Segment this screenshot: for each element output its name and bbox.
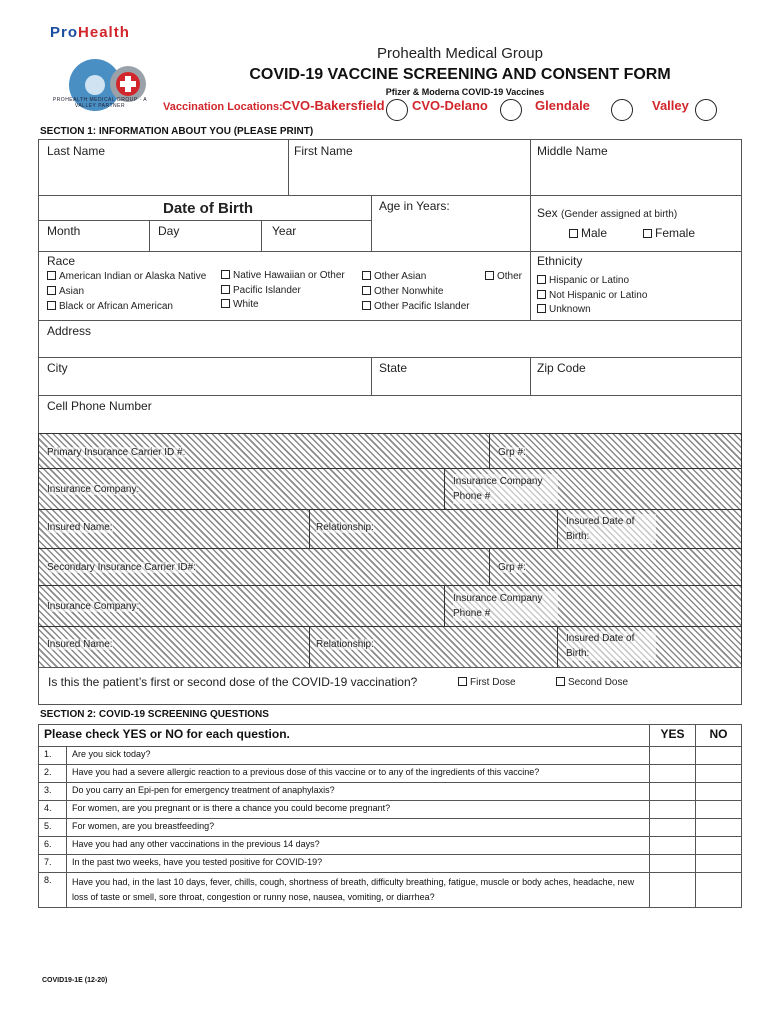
secondary-relationship-field[interactable]: Relationship: [309,626,558,668]
race-option[interactable]: Other [485,271,522,282]
yes-cell[interactable] [650,801,696,819]
primary-insured-dob-field[interactable]: Insured Date of Birth: [557,509,742,549]
organization-name: Prohealth Medical Group [377,45,543,62]
checkbox[interactable] [569,229,578,238]
race-option[interactable]: White [221,299,259,310]
ethnicity-option[interactable]: Unknown [537,304,591,315]
no-cell[interactable] [696,747,742,765]
locations-label: Vaccination Locations: [163,101,283,113]
no-cell[interactable] [696,765,742,783]
ethnicity-option[interactable]: Not Hispanic or Latino [537,290,647,301]
race-field: Race American Indian or Alaska Native Asian Black or African American Native Hawaiian or Other Pacific Islander White Other Asian Other Nonwhite Other Pacific Islander Other [38,251,531,321]
ethnicity-field: Ethnicity Hispanic or Latino Not Hispanic or Latino Unknown [530,251,742,321]
age-field[interactable]: Age in Years: [371,195,531,252]
no-cell[interactable] [696,837,742,855]
table-row: 6. Have you had any other vaccinations in the previous 14 days? [39,837,742,855]
section1-title: SECTION 1: INFORMATION ABOUT YOU (PLEASE PRINT) [40,126,314,137]
primary-carrier-id-field[interactable]: Primary Insurance Carrier ID #: [38,433,490,469]
city-field[interactable]: City [38,357,372,396]
first-dose-option[interactable]: First Dose [458,677,516,688]
yes-cell[interactable] [650,873,696,908]
yes-cell[interactable] [650,837,696,855]
race-option[interactable]: Other Pacific Islander [362,301,470,312]
logo-subtext: PROHEALTH MEDICAL GROUP · A VALLEY PARTNER [52,97,148,109]
no-cell[interactable] [696,819,742,837]
second-dose-option[interactable]: Second Dose [556,677,628,688]
race-option[interactable]: American Indian or Alaska Native [47,271,206,282]
no-cell[interactable] [696,801,742,819]
race-option[interactable]: Native Hawaiian or Other [221,270,345,281]
form-code: COVID19-1E (12-20) [42,977,108,984]
sex-female-option[interactable]: Female [643,226,695,240]
location-label-delano: CVO-Delano [412,98,488,113]
primary-company-phone-field[interactable]: Insurance Company Phone # [444,468,742,510]
dob-title: Date of Birth [163,200,253,217]
ethnicity-option[interactable]: Hispanic or Latino [537,275,629,286]
table-row: 4. For women, are you pregnant or is there a chance you could become pregnant? [39,801,742,819]
secondary-company-phone-field[interactable]: Insurance Company Phone # [444,585,742,627]
middle-name-field[interactable]: Middle Name [530,139,742,196]
yes-cell[interactable] [650,765,696,783]
table-row: 8. Have you had, in the last 10 days, fever, chills, cough, shortness of breath, difficulty breathing, fatigue, muscle or body aches, headache, new loss of taste or smell, sore throat, congestion or runny nose, nausea, vomiting, or diarrhea? [39,873,742,908]
screening-questions-table [38,724,742,908]
secondary-carrier-id-field[interactable]: Secondary Insurance Carrier ID#: [38,548,490,586]
form-subtitle: Pfizer & Moderna COVID-19 Vaccines [385,87,545,97]
primary-relationship-field[interactable]: Relationship: [309,509,558,549]
secondary-insured-dob-field[interactable]: Insured Date of Birth: [557,626,742,668]
location-radio-glendale[interactable] [611,99,633,121]
dob-year-field[interactable]: Year [261,220,372,252]
yes-cell[interactable] [650,855,696,873]
location-label-bakersfield: CVO-Bakersfield [282,98,385,113]
logo-wordmark: ProHealth [50,24,130,41]
no-header: NO [696,725,742,747]
primary-company-field[interactable]: Insurance Company: [38,468,445,510]
race-option[interactable]: Other Asian [362,271,426,282]
table-row: 7. In the past two weeks, have you tested positive for COVID-19? [39,855,742,873]
location-label-valley: Valley [652,98,689,113]
dob-day-field[interactable]: Day [149,220,262,252]
table-row: 3. Do you carry an Epi-pen for emergency treatment of anaphylaxis? [39,783,742,801]
dose-question-row [38,667,742,705]
location-label-glendale: Glendale [535,98,590,113]
dose-question: Is this the patient’s first or second dose of the COVID-19 vaccination? [48,675,418,689]
location-radio-bakersfield[interactable] [386,99,408,121]
first-name-field[interactable]: First Name [288,139,531,196]
table-row: 1. Are you sick today? [39,747,742,765]
form-title: COVID-19 VACCINE SCREENING AND CONSENT FORM [249,66,671,83]
primary-grp-field[interactable]: Grp #: [489,433,742,469]
dob-header [38,195,372,221]
secondary-company-field[interactable]: Insurance Company: [38,585,445,627]
yes-cell[interactable] [650,747,696,765]
sex-male-option[interactable]: Male [569,226,607,240]
cell-phone-field[interactable]: Cell Phone Number [38,395,742,434]
location-radio-delano[interactable] [500,99,522,121]
no-cell[interactable] [696,855,742,873]
section2-title: SECTION 2: COVID-19 SCREENING QUESTIONS [40,709,269,720]
last-name-field[interactable]: Last Name [38,139,289,196]
yes-header: YES [650,725,696,747]
no-cell[interactable] [696,873,742,908]
yes-cell[interactable] [650,783,696,801]
address-field[interactable]: Address [38,320,742,358]
race-option[interactable]: Black or African American [47,301,173,312]
table-row: 2. Have you had a severe allergic reaction to a previous dose of this vaccine or to any of the ingredients of this vaccine? [39,765,742,783]
race-option[interactable]: Pacific Islander [221,285,301,296]
checkbox[interactable] [643,229,652,238]
zip-field[interactable]: Zip Code [530,357,742,396]
yes-cell[interactable] [650,819,696,837]
table-row: 5. For women, are you breastfeeding? [39,819,742,837]
state-field[interactable]: State [371,357,531,396]
instruction: Please check YES or NO for each question. [39,725,650,747]
location-radio-valley[interactable] [695,99,717,121]
secondary-grp-field[interactable]: Grp #: [489,548,742,586]
sex-field: Sex (Gender assigned at birth) Male Female [530,195,742,252]
primary-insured-name-field[interactable]: Insured Name: [38,509,310,549]
secondary-insured-name-field[interactable]: Insured Name: [38,626,310,668]
race-option[interactable]: Asian [47,286,84,297]
race-option[interactable]: Other Nonwhite [362,286,443,297]
no-cell[interactable] [696,783,742,801]
dob-month-field[interactable]: Month [38,220,150,252]
